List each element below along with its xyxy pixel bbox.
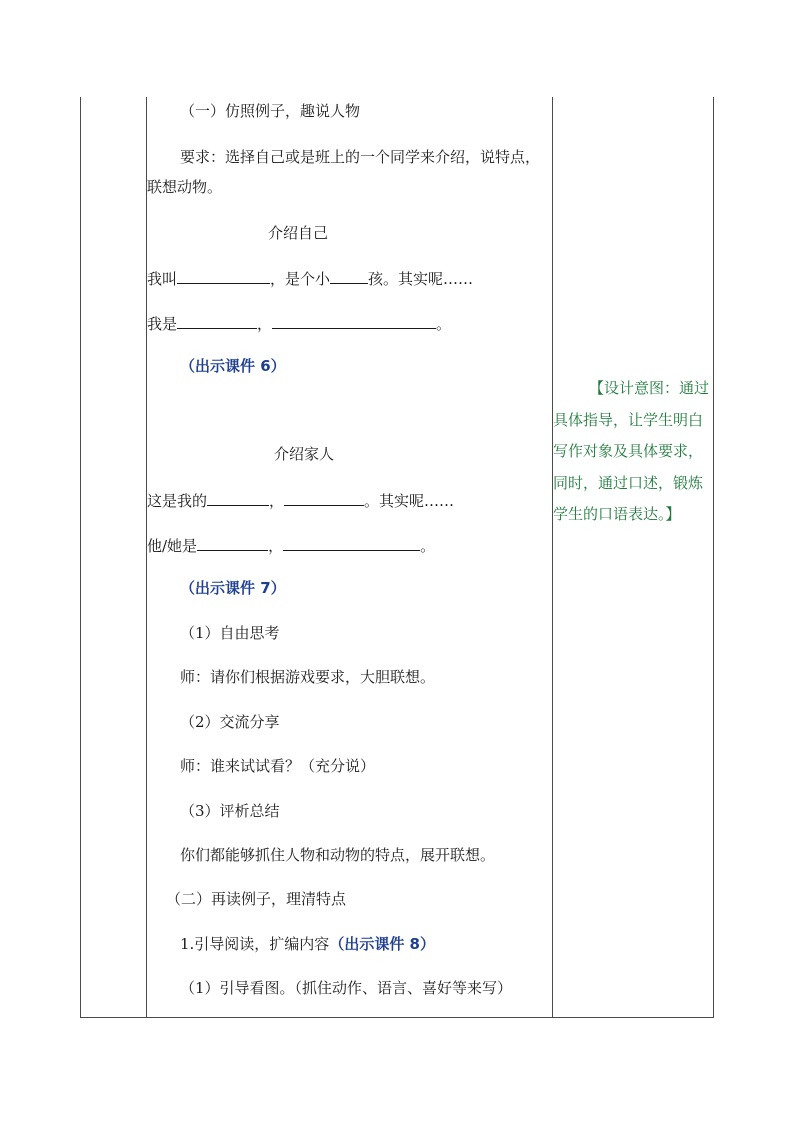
requirement-line1: 要求：选择自己或是班上的一个同学来介绍，说特点， [180,148,541,166]
fill-blank [284,490,364,506]
fill-blank [197,535,268,551]
design-note-line: 学生的口语表达。】 [553,505,681,523]
intro-family-line1 [147,490,454,510]
text-segment: ， [269,492,285,510]
teacher-line-2: 师：谁来试试看？（充分说） [180,757,376,775]
teacher-line-1: 师：请你们根据游戏要求，大胆联想。 [180,668,436,686]
section1-heading: （一）仿照例子，趣说人物 [180,102,361,120]
text-segment: 。 [420,537,436,555]
design-note-line: 写作对象及具体要求， [553,442,704,460]
fill-blank [330,268,368,284]
intro-self-line2 [147,313,451,333]
section2-item1 [180,935,435,953]
courseware-6: （出示课件 6） [180,357,286,375]
table-line-col2 [552,97,553,1018]
section2-heading: （二）再读例子，理清特点 [166,890,347,908]
design-note-line: 同时，通过口述，锻炼 [553,473,704,492]
summary-text: 你们都能够抓住人物和动物的特点，展开联想。 [180,846,496,864]
text-segment: 1.引导阅读，扩编内容 [180,935,330,953]
intro-self-title: 介绍自己 [268,224,329,242]
table-line-right [713,97,714,1018]
text-segment: 。其实呢…… [364,492,455,510]
text-segment: 这是我的 [147,492,208,510]
text-segment: 我叫 [147,270,178,288]
design-intent-note [553,373,718,531]
table-line-left [80,97,81,1018]
step-free-thinking: （1）自由思考 [180,624,280,642]
text-segment: ，是个小 [270,270,331,288]
step-share: （2）交流分享 [180,713,280,731]
requirement-line2: 联想动物。 [147,178,223,196]
text-segment: 孩。其实呢…… [368,270,474,288]
text-segment: ， [268,537,284,555]
intro-family-title: 介绍家人 [274,445,335,463]
table-line-bottom [80,1017,713,1018]
text-segment: 他/她是 [147,537,198,555]
fill-blank [177,313,257,329]
intro-self-line1 [147,268,473,288]
courseware-8: （出示课件 8） [329,935,435,953]
table-line-col1 [146,97,147,1018]
fill-blank [177,268,270,284]
fill-blank [207,490,269,506]
text-segment: 。 [436,315,452,333]
courseware-7: （出示课件 7） [180,579,286,597]
design-note-line: 【设计意图：通过 [589,379,710,397]
intro-family-line2 [147,535,435,555]
fill-blank [272,313,436,329]
fill-blank [283,535,420,551]
section2-sub1: （1）引导看图。（抓住动作、语言、喜好等来写） [180,979,513,997]
design-note-line: 具体指导，让学生明白 [553,410,704,429]
text-segment: ， [257,315,273,333]
text-segment: 我是 [147,315,178,333]
step-summary: （3）评析总结 [180,802,280,820]
